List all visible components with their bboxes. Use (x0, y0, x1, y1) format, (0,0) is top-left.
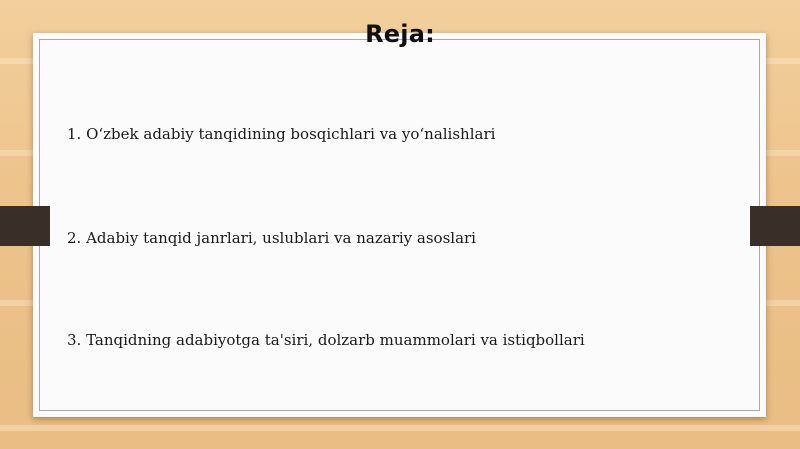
wood-grain-stripe (0, 425, 800, 431)
left-decorative-tab (0, 206, 50, 246)
plan-item-2: 2. Adabiy tanqid janrlari, uslublari va nazariy asoslari (67, 229, 476, 247)
slide-title: Reja: (365, 20, 435, 48)
slide-inner-border (39, 39, 760, 411)
slide-card (33, 33, 766, 417)
plan-item-3: 3. Tanqidning adabiyotga ta'siri, dolzarb muammolari va istiqbollari (67, 331, 585, 349)
right-decorative-tab (750, 206, 800, 246)
plan-item-1: 1. O‘zbek adabiy tanqidining bosqichlari va yo‘nalishlari (67, 125, 496, 143)
